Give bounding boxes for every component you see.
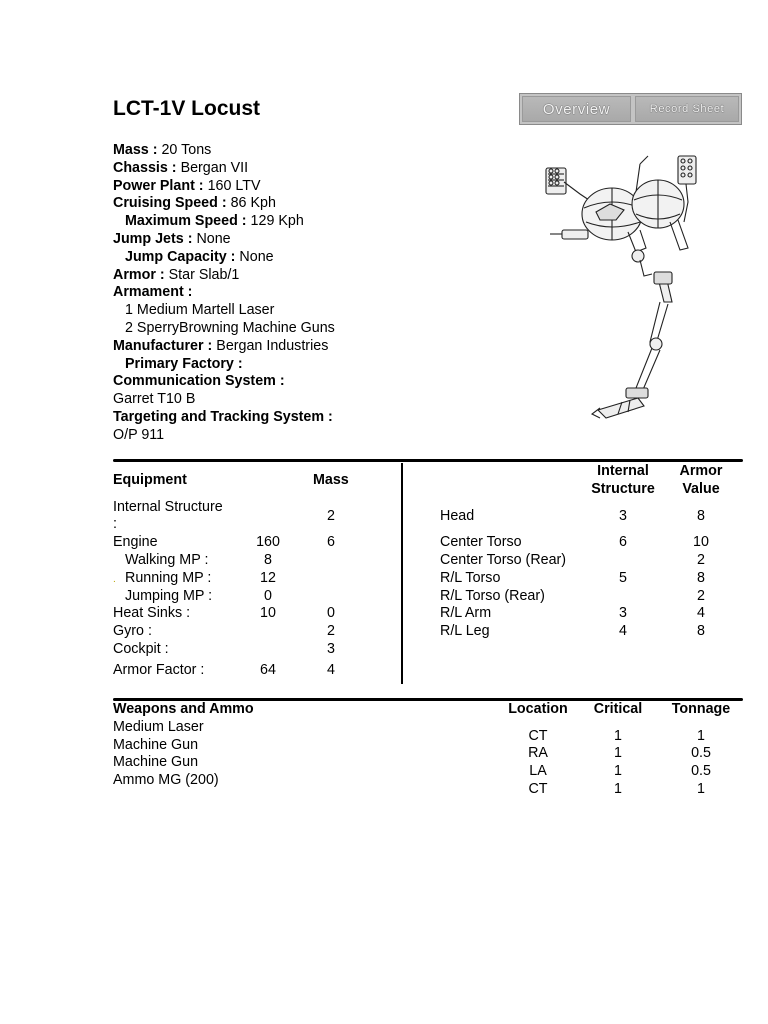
is-center-torso: 6 [619, 534, 627, 550]
spec-value: O/P 911 [113, 426, 165, 443]
weapon-critical: 1 [614, 763, 622, 779]
loc-rl-leg: R/L Leg [440, 623, 490, 639]
spec-value: Star Slab/1 [168, 266, 240, 283]
engine-mass: 6 [327, 534, 335, 550]
engine-label: Engine [113, 534, 158, 550]
loc-rl-torso-rear: R/L Torso (Rear) [440, 588, 545, 604]
armor-header-line1: Armor [679, 463, 723, 479]
spec-row [113, 391, 335, 409]
spec-value: None [196, 230, 231, 247]
av-rl-torso: 8 [697, 570, 705, 586]
spec-value: 160 LTV [207, 177, 261, 194]
running-mp-value: 12 [260, 570, 276, 586]
weapon-name: Machine Gun [113, 737, 199, 753]
spec-row [113, 320, 335, 338]
weapon-name: Medium Laser [113, 719, 204, 735]
armor-header-line2: Value [682, 481, 720, 497]
running-marker: . [113, 574, 116, 585]
loc-rl-torso: R/L Torso [440, 570, 501, 586]
spec-row [113, 178, 335, 196]
internal-header-line2: Structure [591, 481, 655, 497]
weapon-tonnage: 1 [697, 728, 705, 744]
spec-value: 20 Tons [161, 142, 212, 158]
weapon-tonnage: 0.5 [691, 745, 711, 761]
spec-label: Mass : [113, 142, 158, 158]
is-rl-torso: 5 [619, 570, 627, 586]
heat-sinks-mass: 0 [327, 605, 335, 621]
weapon-tonnage: 1 [697, 781, 705, 797]
weapons-header: Weapons and Ammo [113, 701, 254, 717]
is-rl-leg: 4 [619, 623, 627, 639]
walking-mp-label: Walking MP : [125, 552, 209, 568]
spec-value: Garret T10 B [113, 391, 196, 408]
spec-row [113, 373, 335, 391]
spec-label: Power Plant : [113, 177, 204, 194]
jumping-mp-label: Jumping MP : [125, 588, 213, 604]
loc-center-torso-rear: Center Torso (Rear) [440, 552, 567, 568]
spec-row [113, 338, 335, 356]
spec-label: Chassis : [113, 159, 177, 176]
av-head: 8 [697, 508, 705, 524]
spec-label: Targeting and Tracking System : [113, 408, 333, 425]
spec-value: 86 Kph [230, 195, 276, 212]
spec-row [113, 249, 335, 267]
weapon-critical: 1 [614, 728, 622, 744]
internal-structure-label: Internal Structure [113, 499, 223, 515]
spec-value: Bergan Industries [216, 337, 329, 354]
spec-row [113, 302, 335, 320]
nav-tabs [519, 93, 742, 125]
loc-center-torso: Center Torso [440, 534, 522, 550]
spec-row [113, 409, 335, 427]
internal-header-line1: Internal [597, 463, 649, 479]
av-rl-torso-rear: 2 [697, 588, 705, 604]
spec-row [113, 267, 335, 285]
cockpit-mass: 3 [327, 641, 335, 657]
critical-header: Critical [593, 701, 643, 717]
internal-structure-mass: 2 [327, 508, 335, 524]
spec-label: Maximum Speed : [125, 213, 247, 230]
spec-row [113, 160, 335, 178]
mass-header: Mass [313, 472, 349, 488]
overview-tab[interactable]: Overview [522, 96, 631, 122]
section-divider-top [113, 459, 743, 462]
weapon-location: CT [528, 728, 548, 744]
spec-label: Primary Factory : [125, 355, 243, 372]
armor-factor-label: Armor Factor : [113, 662, 205, 678]
loc-head: Head [440, 508, 475, 524]
gyro-label: Gyro : [113, 623, 152, 639]
spec-row [113, 356, 335, 374]
running-mp-label: Running MP : [125, 570, 212, 586]
weapon-critical: 1 [614, 781, 622, 797]
spec-label: Armor : [113, 266, 165, 283]
equipment-header: Equipment [113, 472, 187, 488]
spec-row [113, 142, 335, 160]
spec-row [113, 427, 335, 445]
cockpit-label: Cockpit : [113, 641, 169, 657]
weapon-name: Ammo MG (200) [113, 772, 219, 788]
gyro-mass: 2 [327, 623, 335, 639]
weapon-location: LA [529, 763, 547, 779]
internal-structure-colon: : [113, 516, 117, 532]
mech-illustration [540, 152, 710, 427]
spec-value: Bergan VII [180, 159, 249, 176]
spec-label: Manufacturer : [113, 337, 213, 354]
weapon-name: Machine Gun [113, 754, 199, 770]
weapon-tonnage: 0.5 [691, 763, 711, 779]
spec-value: 1 Medium Martell Laser [125, 302, 275, 319]
is-head: 3 [619, 508, 627, 524]
spec-row [113, 231, 335, 249]
av-rl-arm: 4 [697, 605, 705, 621]
location-header: Location [508, 701, 568, 717]
weapon-location: RA [528, 745, 548, 761]
spec-value: 2 SperryBrowning Machine Guns [125, 319, 335, 336]
spec-row [113, 284, 335, 302]
walking-mp-value: 8 [264, 552, 272, 568]
av-center-torso-rear: 2 [697, 552, 705, 568]
is-rl-arm: 3 [619, 605, 627, 621]
record-sheet-tab[interactable]: Record Sheet [635, 96, 739, 122]
armor-factor-value: 64 [260, 662, 276, 678]
spec-label: Communication System : [113, 373, 285, 390]
engine-value: 160 [256, 534, 280, 550]
spec-label: Armament : [113, 284, 193, 301]
tonnage-header: Tonnage [671, 701, 731, 717]
heat-sinks-value: 10 [260, 605, 276, 621]
heat-sinks-label: Heat Sinks : [113, 605, 191, 621]
column-divider [401, 463, 403, 684]
spec-label: Jump Capacity : [125, 248, 236, 265]
spec-row [113, 195, 335, 213]
spec-label: Cruising Speed : [113, 195, 227, 212]
av-center-torso: 10 [693, 534, 709, 550]
spec-label: Jump Jets : [113, 230, 193, 247]
spec-value: 129 Kph [250, 213, 304, 230]
spec-row [113, 213, 335, 231]
weapon-critical: 1 [614, 745, 622, 761]
spec-value: None [239, 248, 274, 265]
loc-rl-arm: R/L Arm [440, 605, 492, 621]
weapon-location: CT [528, 781, 548, 797]
av-rl-leg: 8 [697, 623, 705, 639]
jumping-mp-value: 0 [264, 588, 272, 604]
page-title: LCT-1V Locust [113, 97, 261, 120]
armor-factor-mass: 4 [327, 662, 335, 678]
spec-list [113, 142, 335, 445]
